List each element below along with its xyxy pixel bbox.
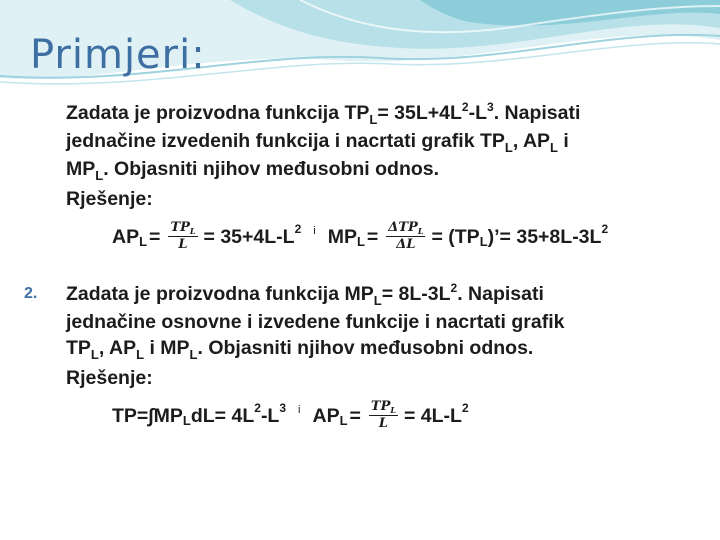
subscript: L bbox=[369, 112, 378, 127]
subscript: L bbox=[139, 233, 148, 249]
problem-text: TP bbox=[66, 337, 91, 359]
slide-content bbox=[24, 100, 704, 432]
fraction-denominator: L bbox=[178, 237, 188, 252]
fraction-mp bbox=[386, 220, 425, 253]
problem-text: = 35L+4L bbox=[377, 102, 462, 124]
subscript: L bbox=[136, 347, 145, 362]
connector-text: i bbox=[298, 403, 301, 416]
subscript: L bbox=[189, 226, 196, 236]
fraction-numerator bbox=[386, 220, 425, 237]
problem-text: . Objasniti njihov međusobni odnos. bbox=[103, 158, 440, 180]
problem-text: = 8L-3L bbox=[381, 283, 451, 305]
solution-label: Rješenje: bbox=[66, 367, 153, 389]
formula-text: -L bbox=[260, 404, 280, 427]
subscript: L bbox=[356, 233, 365, 249]
subscript: L bbox=[189, 347, 198, 362]
problem-text: MP bbox=[66, 158, 96, 180]
problem-text: , AP bbox=[512, 130, 551, 152]
problem-text: -L bbox=[468, 102, 488, 124]
problem-line bbox=[66, 281, 704, 309]
equals-sign: = bbox=[366, 225, 379, 248]
problem-line bbox=[66, 100, 704, 128]
formula-text: AP bbox=[312, 404, 340, 427]
formula-text: = 35+4L-L bbox=[203, 225, 295, 248]
solution-label: Rješenje: bbox=[66, 188, 153, 210]
problem-line bbox=[66, 335, 704, 363]
example-item-2 bbox=[24, 281, 704, 432]
subscript: L bbox=[504, 140, 513, 155]
superscript: 3 bbox=[279, 400, 287, 415]
formula-text: MP bbox=[327, 225, 357, 248]
superscript: 2 bbox=[461, 400, 469, 415]
numerator-text: TP bbox=[170, 220, 190, 235]
equals-sign: = bbox=[349, 404, 361, 427]
problem-text: jednačine izvedenih funkcija i nacrtati grafik TP bbox=[66, 130, 505, 152]
problem-text: Zadata je proizvodna funkcija TP bbox=[66, 102, 370, 124]
formula-text: TP=∫MP bbox=[112, 404, 183, 427]
formula-text: = (TP bbox=[431, 225, 480, 248]
spacer bbox=[24, 253, 704, 281]
fraction-denominator: L bbox=[378, 416, 389, 431]
subscript: L bbox=[390, 405, 396, 415]
problem-text: . Napisati bbox=[493, 102, 581, 124]
fraction-ap bbox=[168, 220, 197, 253]
example-item-1 bbox=[24, 100, 704, 253]
problem-text: . Napisati bbox=[457, 283, 544, 305]
subscript: L bbox=[95, 168, 104, 183]
problem-text: , AP bbox=[98, 337, 137, 359]
numerator-text: TP bbox=[370, 399, 391, 414]
subscript: L bbox=[479, 233, 488, 249]
subscript: L bbox=[182, 412, 191, 428]
problem-text: i bbox=[557, 130, 569, 152]
numerator-text: ΔTP bbox=[388, 220, 418, 235]
superscript: 2 bbox=[450, 281, 458, 295]
fraction-numerator bbox=[168, 220, 197, 237]
superscript: 2 bbox=[294, 221, 302, 236]
formula-text: )’= 35+8L-3L bbox=[487, 225, 602, 248]
formula-line-1 bbox=[112, 220, 704, 253]
equals-sign: = bbox=[149, 225, 161, 248]
formula-text: = 4L-L bbox=[404, 404, 462, 427]
fraction-numerator bbox=[369, 399, 398, 416]
superscript: 3 bbox=[487, 100, 494, 114]
problem-text: . Objasniti njihov međusobni odnos. bbox=[197, 337, 534, 359]
superscript: 2 bbox=[254, 400, 261, 415]
problem-line bbox=[66, 309, 704, 335]
problem-text: jednačine osnovne i izvedene funkcije i nacrtati grafik bbox=[66, 311, 565, 333]
problem-text: Zadata je proizvodna funkcija MP bbox=[66, 283, 374, 305]
subscript: L bbox=[373, 293, 382, 308]
formula-text: dL= 4L bbox=[190, 404, 255, 427]
connector-text: i bbox=[313, 224, 316, 237]
problem-text: i MP bbox=[144, 337, 190, 359]
fraction-ap bbox=[369, 399, 398, 432]
formula-line-2 bbox=[112, 399, 704, 432]
subscript: L bbox=[90, 347, 99, 362]
fraction-denominator: ΔL bbox=[396, 237, 416, 252]
subscript: L bbox=[550, 140, 558, 155]
superscript: 2 bbox=[601, 221, 609, 236]
subscript: L bbox=[417, 226, 424, 236]
superscript: 2 bbox=[461, 100, 469, 114]
item-number: 2. bbox=[24, 285, 38, 302]
problem-line bbox=[66, 128, 704, 156]
subscript: L bbox=[339, 412, 348, 428]
formula-text: AP bbox=[112, 225, 140, 248]
slide-title: Primjeri: bbox=[30, 32, 206, 78]
problem-line bbox=[66, 156, 704, 184]
